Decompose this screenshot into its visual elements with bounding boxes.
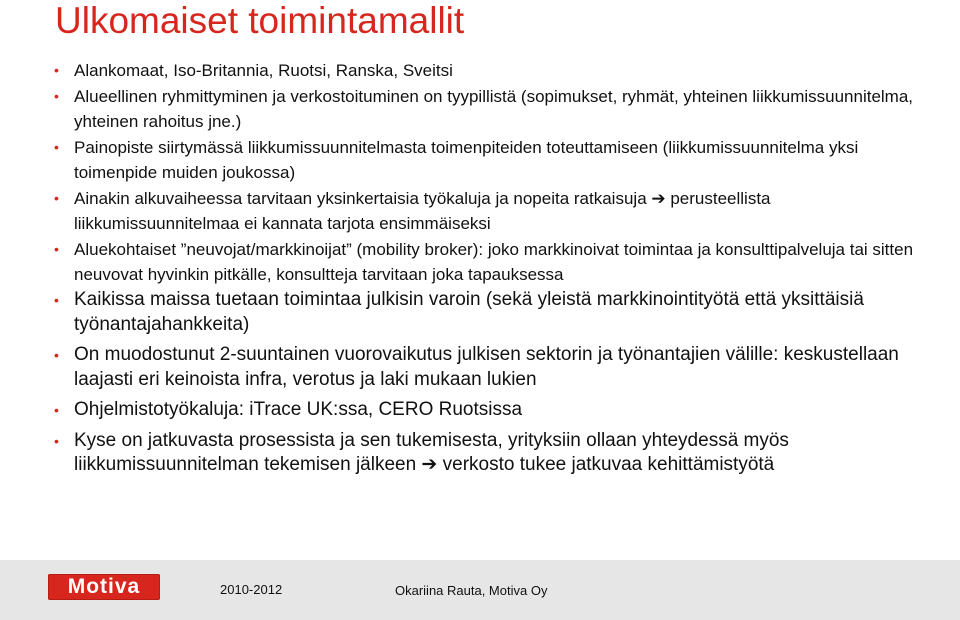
bullet-dot-icon: • bbox=[54, 190, 59, 206]
bullet-item bbox=[52, 288, 932, 337]
bullet-item bbox=[52, 429, 932, 478]
bullet-item bbox=[52, 398, 932, 423]
footer-author: Okariina Rauta, Motiva Oy bbox=[395, 583, 548, 598]
bullet-list bbox=[52, 58, 932, 484]
bullet-text: Aluekohtaiset ”neuvojat/markkinoijat” (mobility broker): joko markkinoivat toimintaa ja konsulttipalveluja tai sitten neuvovat hyvinkin pitkälle, konsultteja tarvitaan joka tapauksessa bbox=[74, 240, 914, 284]
bullet-text: Painopiste siirtymässä liikkumissuunnitelmasta toimenpiteiden toteuttamiseen (liikkumissuunnitelma yksi toimenpide muiden joukossa) bbox=[74, 138, 859, 182]
bullet-item bbox=[52, 237, 932, 287]
bullet-item bbox=[52, 84, 932, 134]
bullet-text: Kyse on jatkuvasta prosessista ja sen tukemisesta, yrityksiin ollaan yhteydessä myös liikkumissuunnitelman tekemisen jälkeen ➔ verkosto tukee jatkuvaa kehittämistyötä bbox=[74, 429, 789, 475]
bullet-dot-icon: • bbox=[54, 292, 59, 308]
bullet-text: On muodostunut 2-suuntainen vuorovaikutus julkisen sektorin ja työnantajien välille: keskustellaan laajasti eri keinoista infra, verotus ja laki mukaan lukien bbox=[74, 344, 899, 390]
bullet-dot-icon: • bbox=[54, 432, 59, 449]
bullet-dot-icon: • bbox=[54, 62, 59, 78]
footer-date: 2010-2012 bbox=[220, 582, 283, 597]
slide-title: Ulkomaiset toimintamallit bbox=[55, 0, 465, 41]
bullet-text: Ainakin alkuvaiheessa tarvitaan yksinkertaisia työkaluja ja nopeita ratkaisuja ➔ perusteellista liikkumissuunnitelmaa ei kannata tarjota ensimmäiseksi bbox=[74, 189, 771, 233]
bullet-dot-icon: • bbox=[54, 139, 59, 155]
bullet-text: Ohjelmistotyökaluja: iTrace UK:ssa, CERO Ruotsissa bbox=[74, 399, 523, 420]
bullet-dot-icon: • bbox=[54, 241, 59, 257]
bullet-dot-icon: • bbox=[54, 402, 59, 418]
bullet-item bbox=[52, 58, 932, 83]
bullet-text: Alueellinen ryhmittyminen ja verkostoituminen on tyypillistä (sopimukset, ryhmät, yhteinen liikkumissuunnitelma, yhteinen rahoitus jne.) bbox=[74, 87, 914, 131]
bullet-item bbox=[52, 135, 932, 185]
bullet-dot-icon: • bbox=[54, 347, 59, 363]
bullet-text: Alankomaat, Iso-Britannia, Ruotsi, Ranska, Sveitsi bbox=[74, 61, 453, 80]
bullet-item bbox=[52, 343, 932, 392]
bullet-text: Kaikissa maissa tuetaan toimintaa julkisin varoin (sekä yleistä markkinointityötä että yksittäisiä työnantajahankkeita) bbox=[74, 289, 864, 335]
motiva-logo: Motiva bbox=[48, 574, 160, 600]
bullet-item bbox=[52, 186, 932, 236]
slide-footer bbox=[0, 560, 960, 620]
bullet-dot-icon: • bbox=[54, 88, 59, 104]
